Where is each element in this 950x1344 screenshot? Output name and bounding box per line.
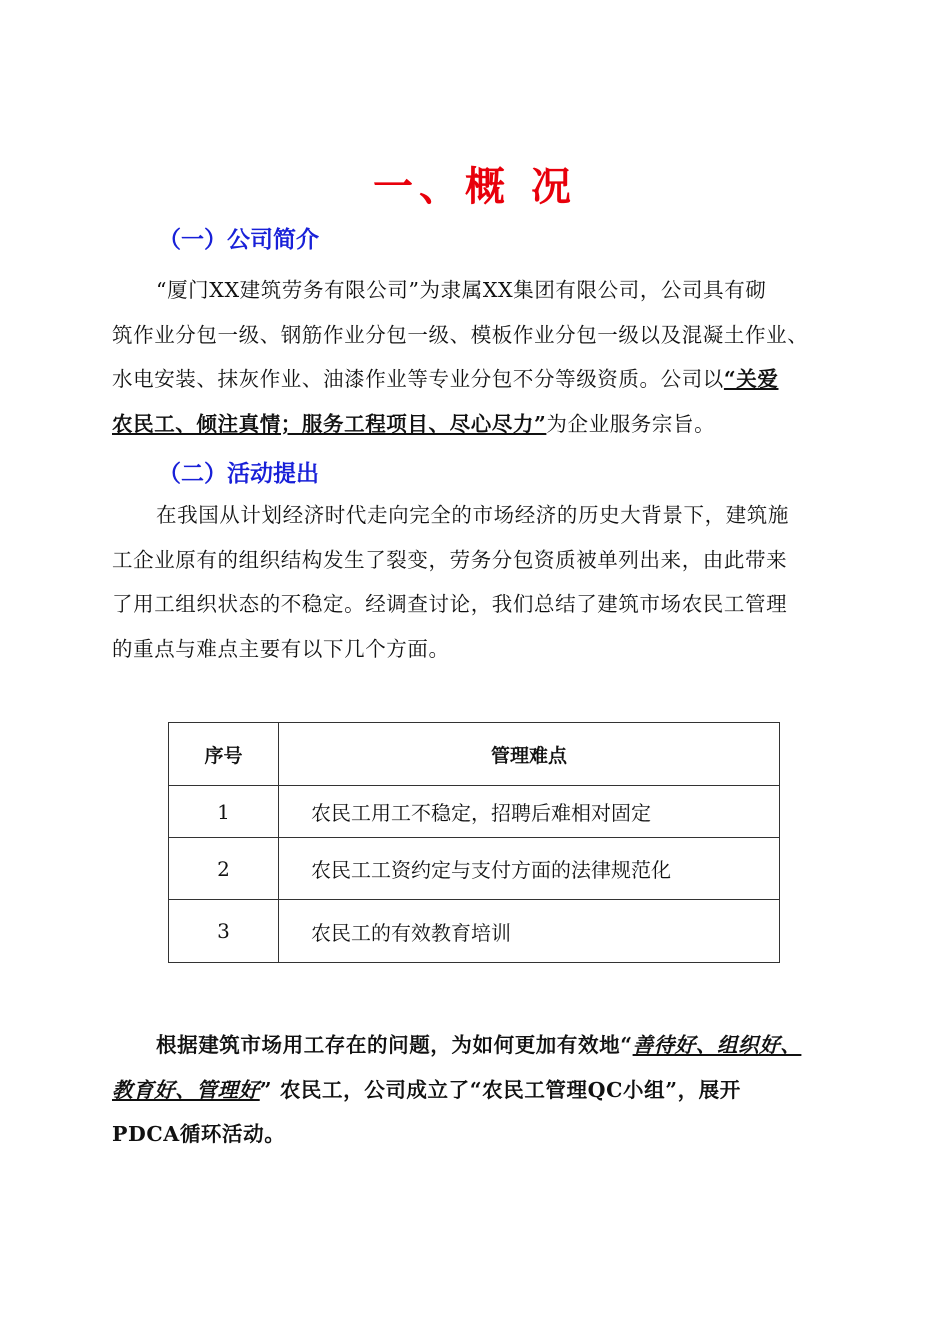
row-text: 农民工用工不稳定，招聘后难相对固定	[279, 786, 780, 838]
paragraph-text: 为企业服务宗旨。	[546, 411, 716, 436]
emphasis-text: 教育好、管理好	[112, 1077, 260, 1102]
paragraph-text: ” 农民工，公司成立了“农民工管理QC小组”，展开	[259, 1077, 741, 1102]
table-row	[169, 900, 780, 963]
paragraph-line: 筑作业分包一级、钢筋作业分包一级、模板作业分包一级以及混凝土作业、	[112, 322, 809, 347]
paragraph-line	[112, 357, 842, 402]
paragraph-line	[112, 1068, 842, 1113]
table-header-row	[169, 723, 780, 786]
row-number: 2	[169, 838, 279, 900]
section-heading-activity: （二）活动提出	[158, 461, 319, 487]
row-text: 农民工的有效教育培训	[279, 900, 780, 963]
row-number: 1	[169, 786, 279, 838]
company-motto: “关爱	[723, 367, 779, 391]
emphasis-text: 善待好、组织好、	[632, 1033, 802, 1057]
row-text: 农民工工资约定与支付方面的法律规范化	[279, 838, 780, 900]
page-title: 一、概 况	[373, 164, 577, 210]
table-row	[169, 786, 780, 838]
paragraph-line: “厦门XX建筑劳务有限公司”为隶属XX集团有限公司，公司具有砌	[156, 278, 767, 302]
paragraph-text: 根据建筑市场用工存在的问题，为如何更加有效地“	[156, 1033, 633, 1057]
column-header-difficulty: 管理难点	[279, 723, 780, 786]
paragraph-line: 工企业原有的组织结构发生了裂变，劳务分包资质被单列出来，由此带来	[112, 547, 788, 572]
paragraph-line	[112, 402, 842, 447]
paragraph-line: PDCA循环活动。	[112, 1122, 286, 1146]
table-row	[169, 838, 780, 900]
paragraph-line: 了用工组织状态的不稳定。经调查讨论，我们总结了建筑市场农民工管理	[112, 592, 788, 616]
company-intro-paragraph	[112, 268, 842, 446]
column-header-number: 序号	[169, 723, 279, 786]
row-number: 3	[169, 900, 279, 963]
paragraph-line: 的重点与难点主要有以下几个方面。	[112, 636, 450, 661]
paragraph-line: 在我国从计划经济时代走向完全的市场经济的历史大背景下，建筑施	[156, 503, 789, 527]
management-difficulties-table	[168, 722, 780, 963]
section-heading-company-intro: （一）公司简介	[158, 227, 319, 253]
company-motto: 农民工、倾注真情；服务工程项目、尽心尽力”	[112, 411, 547, 436]
activity-paragraph	[112, 493, 842, 671]
conclusion-paragraph	[112, 1023, 842, 1157]
paragraph-text: 水电安装、抹灰作业、油漆作业等专业分包不分等级资质。公司以	[112, 367, 724, 391]
paragraph-line	[112, 1023, 842, 1068]
